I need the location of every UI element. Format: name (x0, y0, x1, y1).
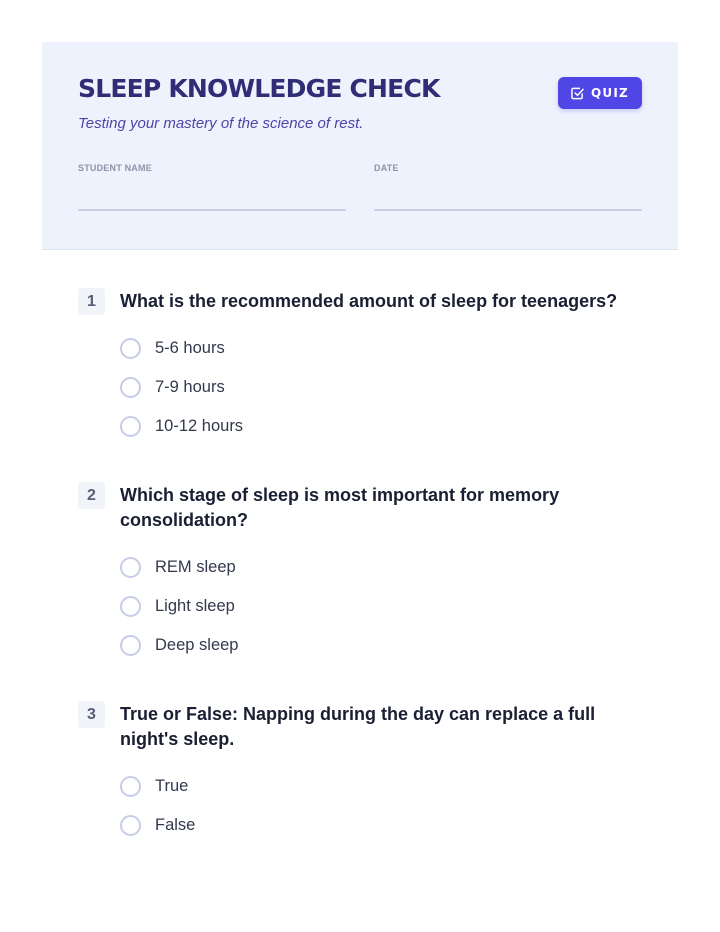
page-subtitle: Testing your mastery of the science of rest. (78, 115, 364, 132)
option-true[interactable] (120, 775, 188, 797)
student-name-field[interactable] (78, 163, 346, 211)
quiz-badge (558, 77, 642, 109)
option-5-6-hours[interactable] (120, 337, 225, 359)
student-name-line[interactable] (78, 209, 346, 211)
option-light-sleep[interactable] (120, 595, 235, 617)
option-false[interactable] (120, 814, 195, 836)
option-label: 5-6 hours (155, 338, 225, 357)
date-label: DATE (374, 163, 399, 173)
option-label: Light sleep (155, 596, 235, 615)
date-line[interactable] (374, 209, 642, 211)
question-text: What is the recommended amount of sleep for teenagers? (120, 291, 618, 311)
question-number: 3 (78, 701, 105, 728)
question-text: Which stage of sleep is most important for memory consolidation? (120, 485, 560, 530)
radio-button[interactable] (120, 416, 141, 437)
option-label: 7-9 hours (155, 377, 225, 396)
student-name-label: STUDENT NAME (78, 163, 152, 173)
radio-button[interactable] (120, 635, 141, 656)
quiz-header (42, 42, 678, 250)
page-title: SLEEP KNOWLEDGE CHECK (78, 74, 440, 103)
option-label: True (155, 776, 189, 795)
option-10-12-hours[interactable] (120, 415, 243, 437)
radio-button[interactable] (120, 596, 141, 617)
quiz-badge-label: QUIZ (591, 86, 629, 100)
checkbox-check-icon (571, 87, 584, 100)
radio-button[interactable] (120, 815, 141, 836)
question-number: 1 (78, 288, 105, 315)
date-field[interactable] (374, 163, 642, 211)
question-text: True or False: Napping during the day can replace a full night's sleep. (120, 704, 596, 749)
option-label: Deep sleep (155, 635, 239, 654)
radio-button[interactable] (120, 557, 141, 578)
question-number: 2 (78, 482, 105, 509)
option-7-9-hours[interactable] (120, 376, 225, 398)
option-deep-sleep[interactable] (120, 634, 238, 656)
radio-button[interactable] (120, 776, 141, 797)
option-rem-sleep[interactable] (120, 556, 236, 578)
option-label: 10-12 hours (155, 416, 244, 435)
option-label: REM sleep (155, 557, 236, 576)
option-label: False (155, 815, 196, 834)
radio-button[interactable] (120, 377, 141, 398)
radio-button[interactable] (120, 338, 141, 359)
